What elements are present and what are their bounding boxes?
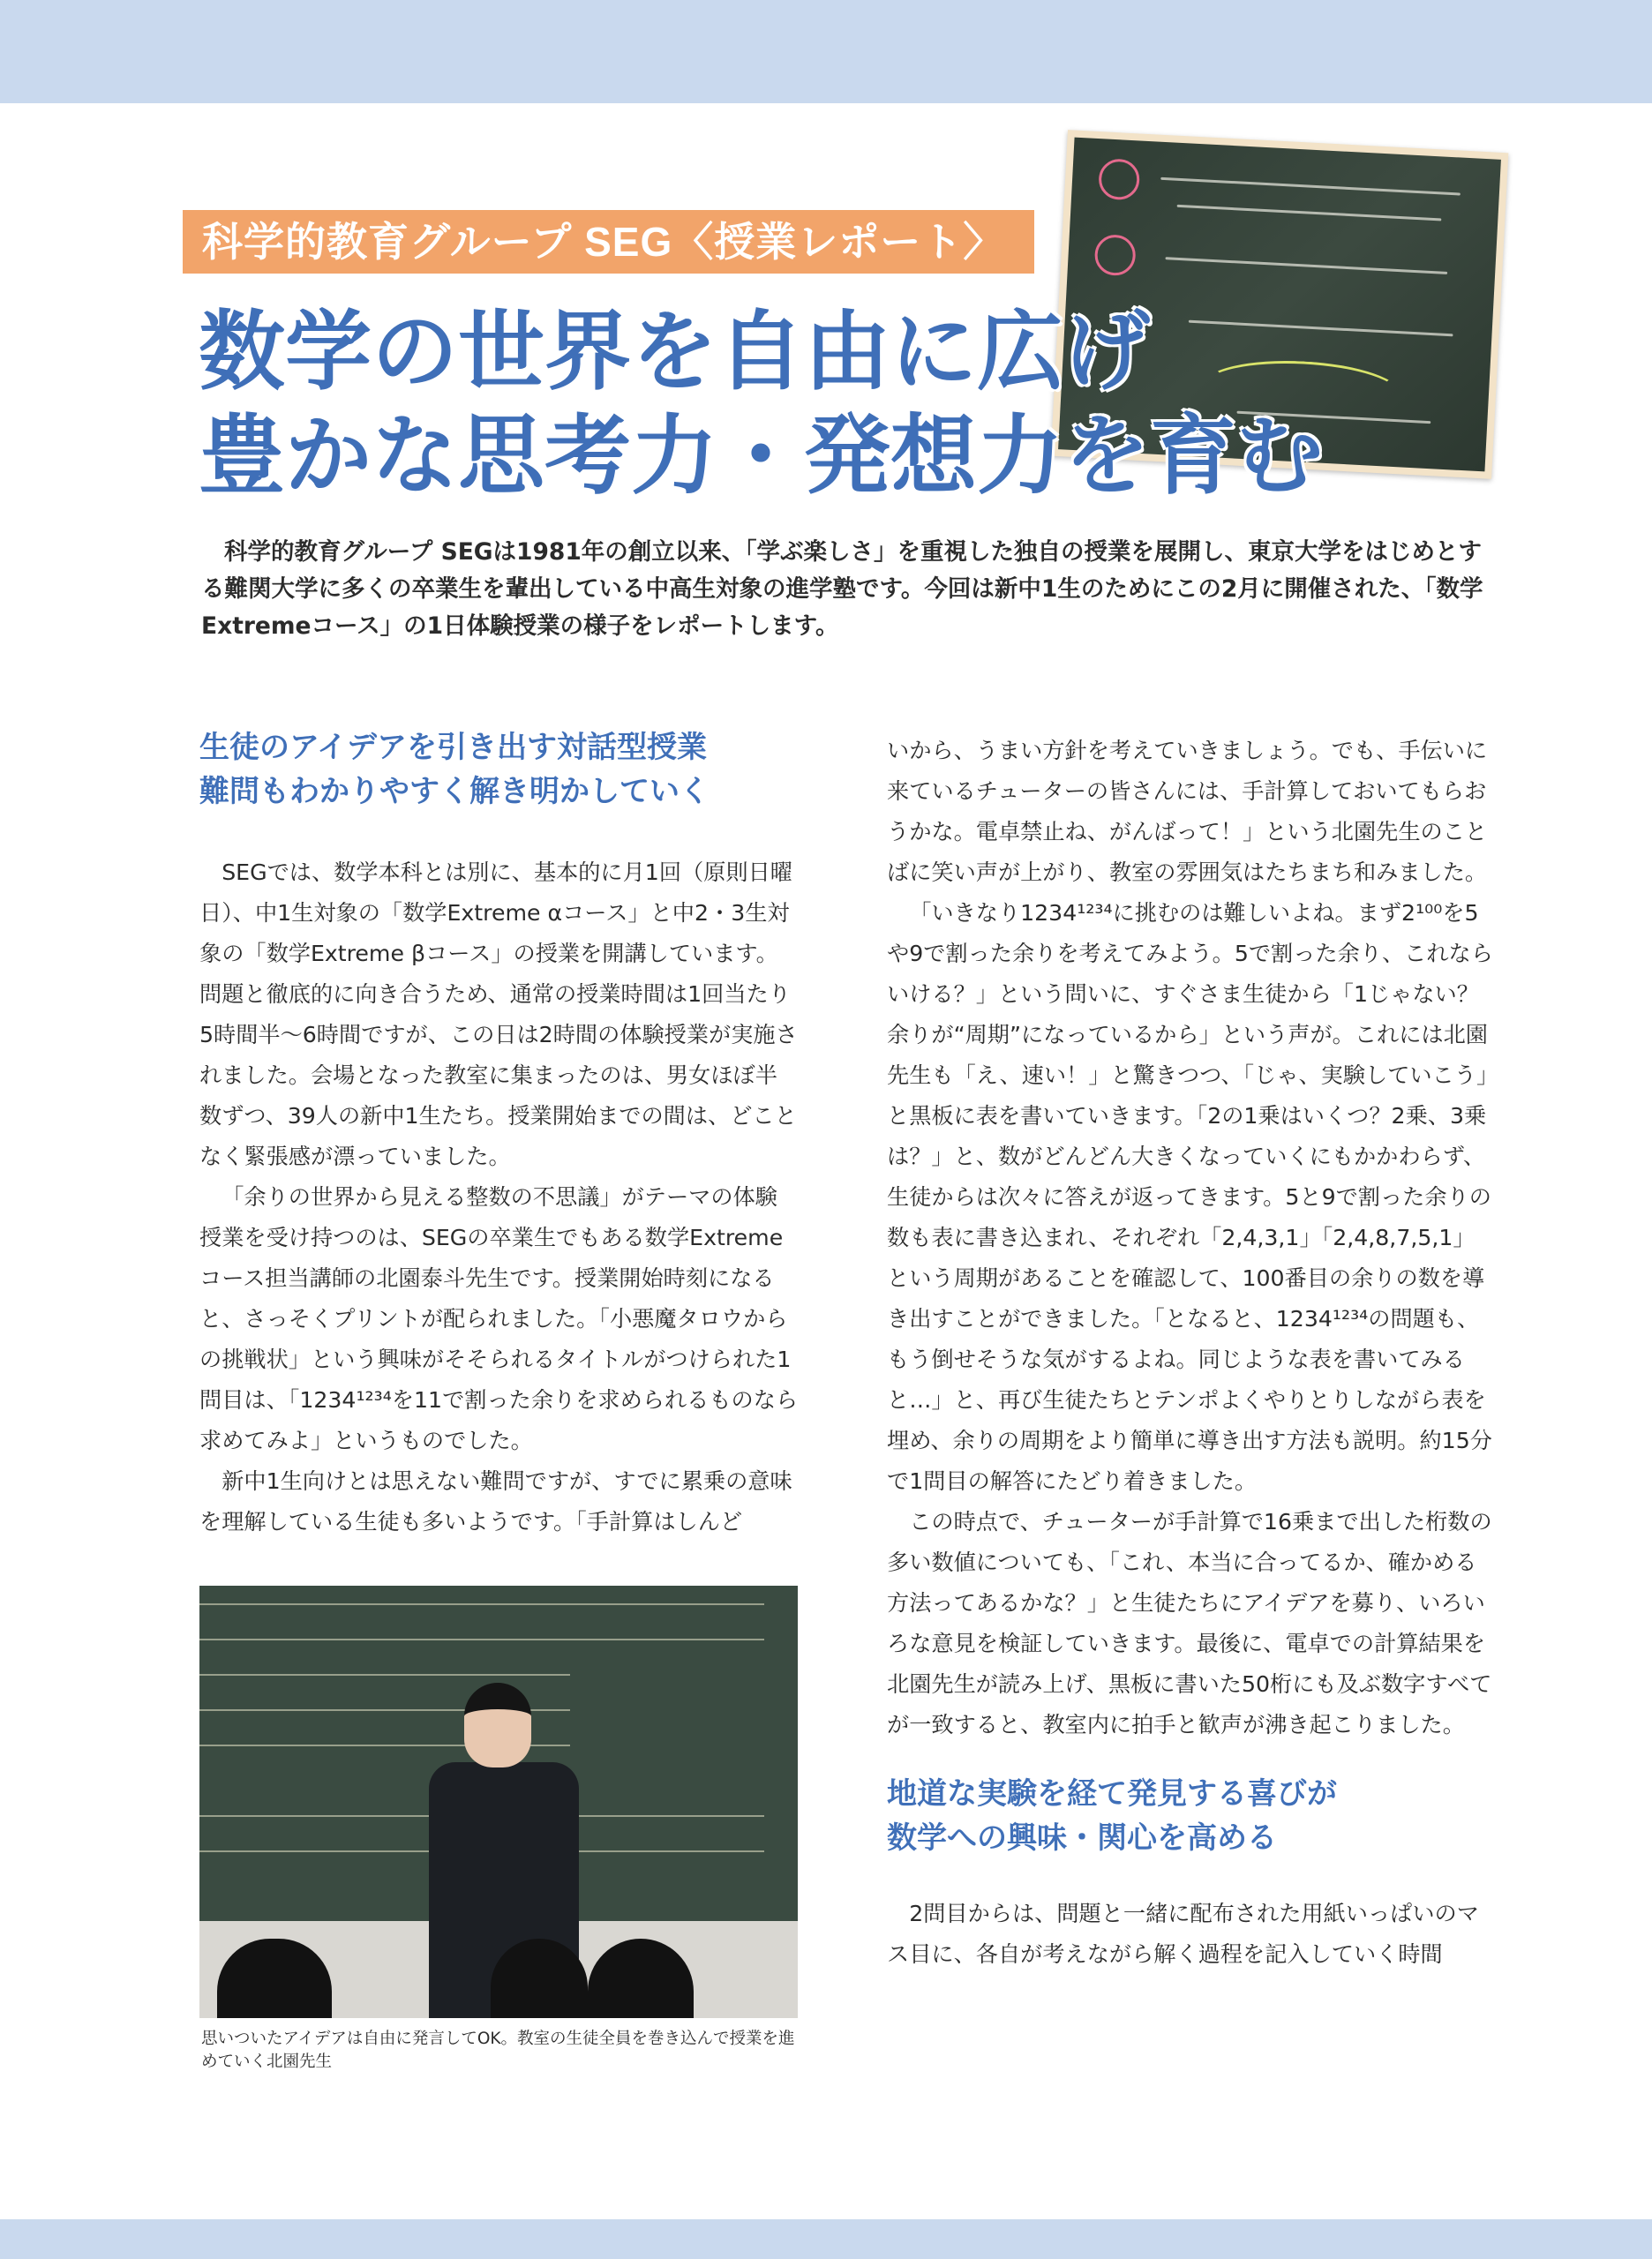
right-paragraph-1: いから、うまい方針を考えていきましょう。でも、手伝いに来ているチューターの皆さんには、手計算しておいてもらおうかな。電卓禁止ね、がんばって！」という北園先生のことばに笑い声が上がり、教室の雰囲気はたちまち和みました。 — [887, 738, 1488, 885]
chalk-circle-mark — [1098, 158, 1140, 200]
right-column — [887, 731, 1496, 1975]
headline-line-2: 豊かな思考力・発想力を育む — [199, 405, 1324, 507]
section1-heading-line2: 難問もわかりやすく解き明かしていく — [199, 774, 710, 809]
section1-paragraph-2: 「余りの世界から見える整数の不思議」がテーマの体験授業を受け持つのは、SEGの卒業生でもある数学Extremeコース担当講師の北園泰斗先生です。授業開始時刻になると、さっそくプリントが配られました。「小悪魔タロウからの挑戦状」という興味がそそられるタイトルがつけられた1問目は、「1234¹²³⁴を11で割った余りを求められるものなら求めてみよ」というものでした。 — [199, 1184, 799, 1453]
board-grid-line — [199, 1674, 570, 1676]
top-band — [0, 0, 1652, 103]
section1-paragraph-1: SEGでは、数学本科とは別に、基本的に月1回（原則日曜日）、中1生対象の「数学Extreme αコース」と中2・3生対象の「数学Extreme βコース」の授業を開講しています。問題と徹底的に向き合うため、通常の授業時間は1回当たり5時間半～6時間ですが、この日は2時間の体験授業が実施されました。会場となった教室に集まったのは、男女ほぼ半数ずつ、39人の新中1生たち。授業開始までの間は、どことなく緊張感が漂っていました。 — [199, 859, 798, 1169]
series-kicker: 科学的教育グループ SEG〈授業レポート〉 — [183, 210, 1034, 274]
board-grid-line — [199, 1639, 764, 1640]
section2-paragraph-1: 2問目からは、問題と一緒に配布された用紙いっぱいのマス目に、各自が考えながら解く過程を記入していく時間 — [887, 1901, 1479, 1967]
chalk-writing — [1165, 257, 1447, 274]
right-body — [887, 731, 1496, 1745]
lead-paragraph — [201, 534, 1490, 645]
chalk-circle-mark — [1093, 234, 1136, 276]
chalk-writing — [1177, 205, 1442, 221]
right-paragraph-2: 「いきなり1234¹²³⁴に挑むのは難しいよね。まず2¹⁰⁰を5や9で割った余りを考えてみよう。5で割った余り、これならいける？」という問いに、すぐさま生徒から「1じゃない？余りが“周期”になっているから」という声が。これには北園先生も「え、速い！」と驚きつつ、「じゃ、実験していこう」と黒板に表を書いていきます。「2の1乗はいくつ？2乗、3乗は？」と、数がどんどん大きくなっていくにもかかわらず、生徒からは次々に答えが返ってきます。5と9で割った余りの数も表に書き込まれ、それぞれ「2,4,3,1」「2,4,8,7,5,1」という周期があることを確認して、100番目の余りの数を導き出すことができました。「となると、1234¹²³⁴の問題も、もう倒せそうな気がするよね。同じような表を書いてみると…」と、再び生徒たちとテンポよくやりとりしながら表を埋め、余りの周期をより簡単に導き出す方法も説明。約15分で1問目の解答にたどり着きました。 — [887, 900, 1493, 1494]
section1-paragraph-3: 新中1生向けとは思えない難問ですが、すでに累乗の意味を理解している生徒も多いようです。「手計算はしんど — [199, 1468, 792, 1535]
photo-caption: 思いついたアイデアは自由に発言してOK。教室の生徒全員を巻き込んで授業を進めていく北園先生 — [201, 2030, 795, 2071]
section1-heading — [199, 725, 800, 814]
headline-line-1: 数学の世界を自由に広げ — [199, 301, 1151, 402]
section2-heading-line1: 地道な実験を経て発見する喜びが — [887, 1776, 1337, 1812]
board-grid-line — [199, 1603, 764, 1605]
bottom-band — [0, 2219, 1652, 2259]
teacher-head — [464, 1683, 531, 1767]
section2-body — [887, 1894, 1496, 1975]
classroom-photo — [199, 1586, 798, 2018]
section1-body — [199, 852, 800, 1542]
section2-heading-line2: 数学への興味・関心を高める — [887, 1820, 1277, 1856]
section1-heading-line1: 生徒のアイデアを引き出す対話型授業 — [199, 730, 707, 765]
chalk-writing — [1160, 177, 1461, 196]
section2-heading — [887, 1772, 1496, 1860]
headline — [199, 300, 1434, 508]
right-paragraph-3: この時点で、チューターが手計算で16乗まで出した桁数の多い数値についても、「これ、本当に合ってるか、確かめる方法ってあるかな？」と生徒たちにアイデアを募り、いろいろな意見を検証していきます。最後に、電卓での計算結果を北園先生が読み上げ、黒板に書いた50桁にも及ぶ数字すべてが一致すると、教室内に拍手と歓声が沸き起こりました。 — [887, 1509, 1492, 1737]
left-column — [199, 725, 800, 1542]
lead-text: 科学的教育グループ SEGは1981年の創立以来、「学ぶ楽しさ」を重視した独自の授業を展開し、東京大学をはじめとする難関大学に多くの卒業生を輩出している中高生対象の進学塾です。今回は新中1生のためにこの2月に開催された、「数学Extremeコース」の1日体験授業の様子をレポートします。 — [201, 538, 1483, 640]
